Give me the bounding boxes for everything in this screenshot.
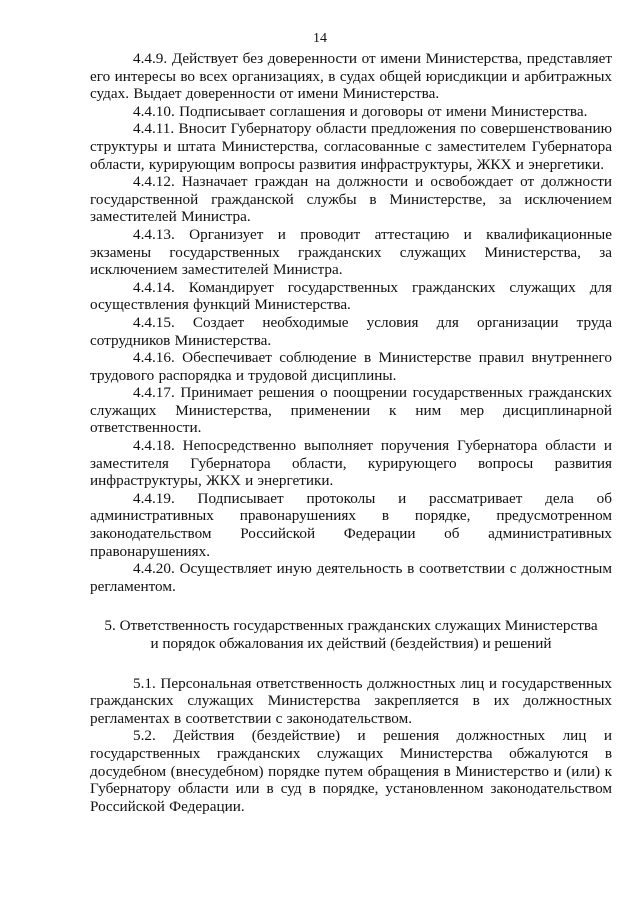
paragraph-4-4-15: 4.4.15. Создает необходимые условия для организации труда сотрудников Министерства. [90, 313, 612, 349]
paragraph-4-4-9: 4.4.9. Действует без доверенности от имени Министерства, представляет его интересы во всех организациях, в судах общей юрисдикции и арбитражных судах. Выдает доверенности от имени Министерства. [90, 50, 612, 103]
paragraph-4-4-14: 4.4.14. Командирует государственных гражданских служащих для осуществления функций Министерства. [90, 278, 612, 314]
section-heading-line-2: и порядок обжалования их действий (бездействия) и решений [150, 635, 552, 652]
document-body [90, 50, 612, 815]
section-5-heading [90, 617, 612, 652]
paragraph-4-4-10: 4.4.10. Подписывает соглашения и договоры от имени Министерства. [133, 102, 588, 120]
paragraph-4-4-20: 4.4.20. Осуществляет иную деятельность в соответствии с должностным регламентом. [90, 560, 612, 595]
paragraph-4-4-17: 4.4.17. Принимает решения о поощрении государственных гражданских служащих Министерства, применении к ним мер дисциплинарной ответственности. [90, 384, 612, 437]
paragraph-4-4-11: 4.4.11. Вносит Губернатору области предложения по совершенствованию структуры и штата Министерства, согласованные с заместителем Губернатора области, курирующим вопросы развития инфраструктуры, ЖКХ и энергетики. [90, 120, 612, 173]
page-number: 14 [313, 31, 327, 46]
paragraph-4-4-19: 4.4.19. Подписывает протоколы и рассматривает дела об административных правонарушениях в порядке, предусмотренном законодательством Российской Федерации об административных правонарушениях. [90, 489, 612, 560]
section-heading-line-1: 5. Ответственность государственных гражданских служащих Министерства [104, 617, 598, 635]
paragraph-5-2: 5.2. Действия (бездействие) и решения должностных лиц и государственных гражданских служащих Министерства обжалуются в досудебном (внесудебном) порядке путем обращения в Министерство и (или) к Губернатору области или в суд в порядке, установленном законодательством Российской Федерации. [90, 727, 612, 815]
paragraph-4-4-16: 4.4.16. Обеспечивает соблюдение в Министерстве правил внутреннего трудового распорядка и трудовой дисциплины. [90, 349, 612, 384]
paragraph-4-4-18: 4.4.18. Непосредственно выполняет поручения Губернатора области и заместителя Губернатора области, курирующего вопросы развития инфраструктуры, ЖКХ и энергетики. [90, 437, 612, 490]
paragraph-5-1: 5.1. Персональная ответственность должностных лиц и государственных гражданских служащих Министерства закрепляется в их должностных регламентах в соответствии с законодательством. [90, 674, 612, 727]
paragraph-4-4-13: 4.4.13. Организует и проводит аттестацию и квалификационные экзамены государственных гражданских служащих Министерства, за исключением заместителей Министра. [90, 225, 612, 279]
paragraph-4-4-12: 4.4.12. Назначает граждан на должности и освобождает от должности государственной гражданской службы в Министерстве, за исключением заместителей Министра. [90, 173, 612, 226]
